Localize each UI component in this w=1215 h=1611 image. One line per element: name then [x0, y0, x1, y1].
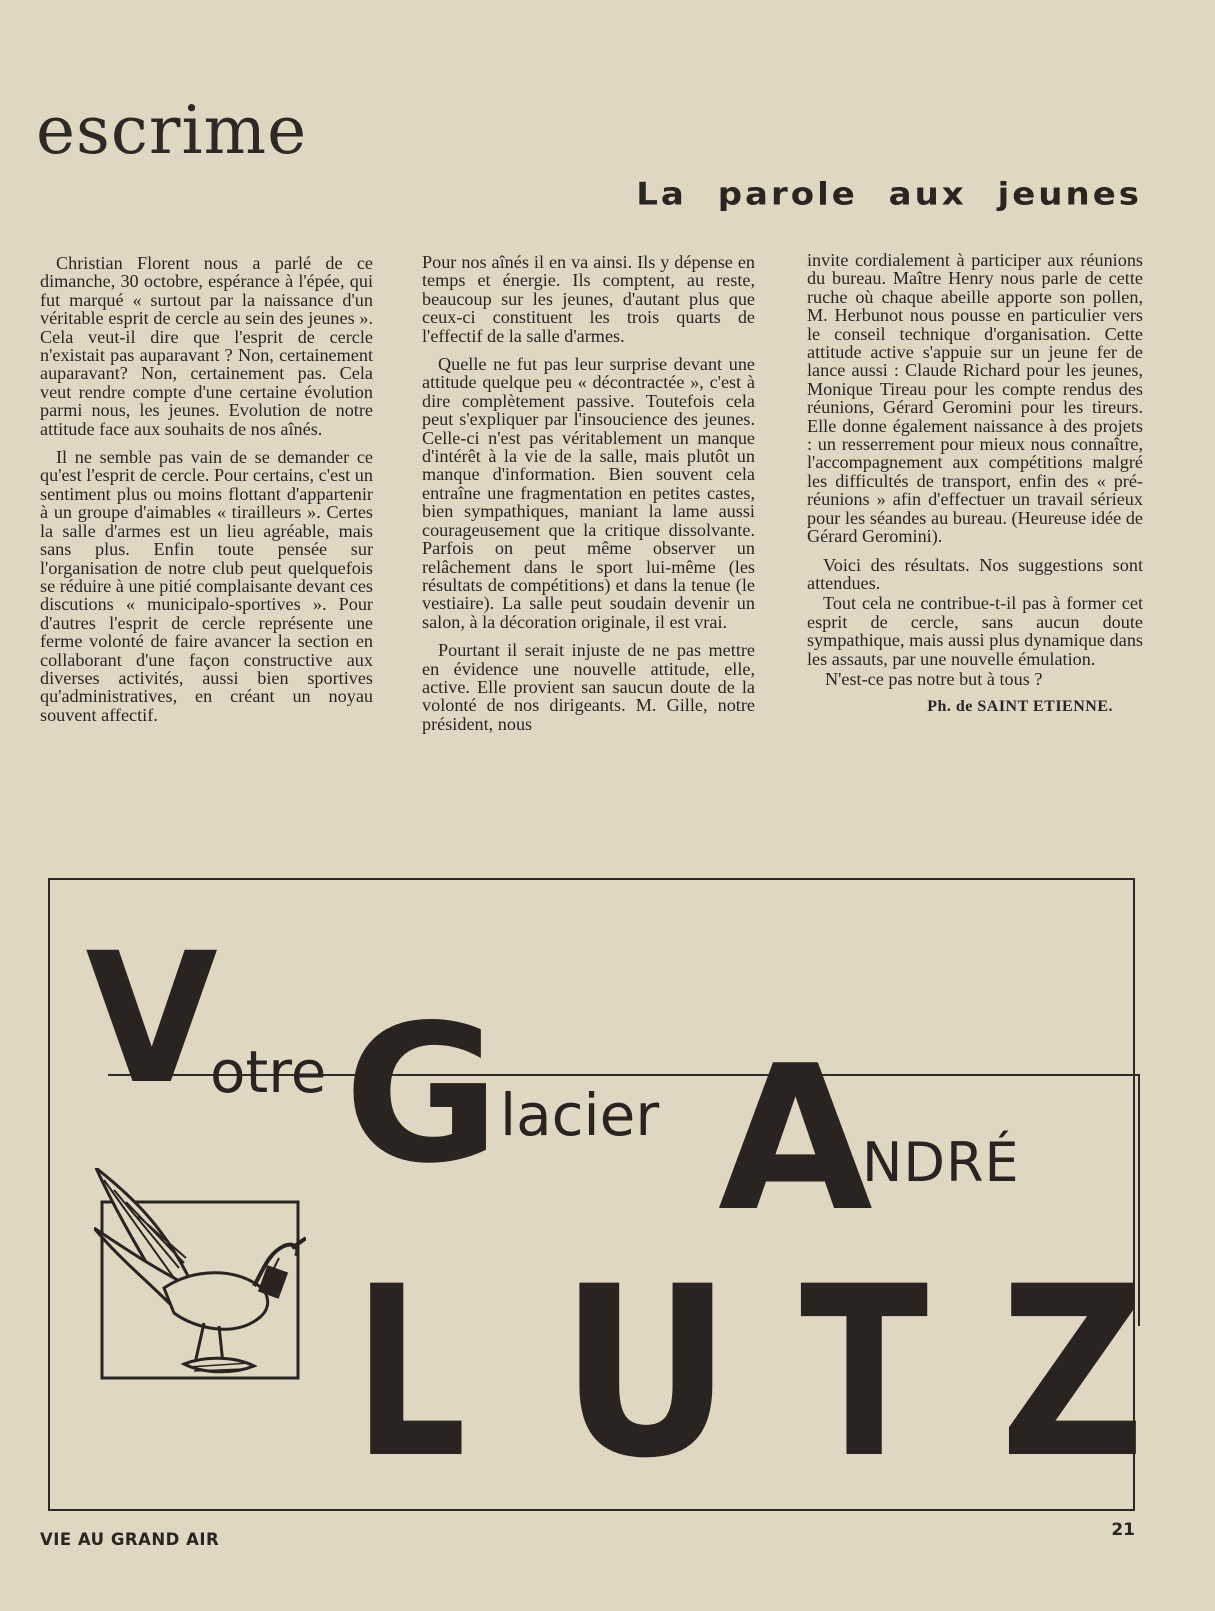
- article-column-3: [807, 251, 1143, 727]
- magazine-name: VIE AU GRAND AIR: [40, 1530, 220, 1549]
- ad-letter-g: G: [344, 984, 500, 1205]
- ad-lutz-letter: Z: [1000, 1237, 1145, 1510]
- author-signature: Ph. de SAINT ETIENNE.: [927, 698, 1113, 716]
- paragraph: N'est-ce pas notre but à tous ?: [825, 668, 1043, 689]
- paragraph: Tout cela ne contribue-t-il pas à former cet esprit de cercle, sans aucun doute sympathique, mais aussi plus dynamique dans les assauts, par une nouvelle émulation.: [807, 593, 1143, 669]
- ad-lutz-letter: U: [560, 1237, 732, 1510]
- article-column-2: [422, 253, 755, 743]
- ad-lutz-letter: L: [354, 1237, 467, 1510]
- paragraph: Voici des résultats. Nos suggestions sont attendues.: [807, 554, 1143, 593]
- ad-word-otre: otre: [210, 1038, 327, 1106]
- paragraph: Pour nos aînés il en va ainsi. Ils y dépense en temps et énergie. Ils comptent, au reste, beaucoup sur les jeunes, d'autant plus que ceux-ci constituent les trois quarts de l'effectif de la salle d'armes.: [422, 252, 755, 346]
- paragraph: Pourtant il serait injuste de ne pas mettre en évidence une nouvelle attitude, elle, active. Elle provient san saucun doute de la volonté de nos dirigeants. M. Gille, notre président, nous: [422, 640, 755, 734]
- paragraph: Il ne semble pas vain de se demander ce qu'est l'esprit de cercle. Pour certains, c'est un sentiment plus ou moins flottant d'appartenir à un groupe d'aimables « tirailleurs ». Certes la salle d'armes est un lieu agréable, mais sans plus. Enfin toute pensée sur l'organisation de notre club peut quelquefois se réduire à une pitié complaisante devant ces discutions « municipalo-sportives ». Pour d'autres l'esprit de cercle représente une ferme volonté de faire avancer la section en collaborant d'une façon constructive aux diverses activités, aussi bien sportives qu'administratives, en créant un noyau souvent affectif.: [40, 447, 373, 725]
- paragraph: Quelle ne fut pas leur surprise devant une attitude quelque peu « décontractée », c'est à dire complètement passive. Toutefois cela peut s'expliquer par l'insoucience des jeunes. Celle-ci n'est pas véritablement un manque d'intérêt à la vie de la salle, mais plutôt un manque d'information. Bien souvent cela entraîne une fragmentation en petites castes, bien sympathiques, maniant la lame aussi courageusement que la critique dissolvante. Parfois on peut même observer un relâchement dans le sport lui-même (les résultats de compétitions) et dans la tenue (le vestiaire). La salle peut soudain devenir un salon, à la décoration originale, il est vrai.: [422, 354, 755, 632]
- ad-letter-v: V: [85, 915, 218, 1124]
- ad-word-ndre: NDRÉ: [862, 1131, 1020, 1194]
- article-headline: La parole aux jeunes: [636, 176, 1142, 213]
- paragraph: invite cordialement à participer aux réunions du bureau. Maître Henry nous parle de cette ruche où chaque abeille apporte son pollen, M. Herbunot nous pousse en particulier vers le conseil technique d'organisation. Cette attitude active s'appuie sur un jeune fer de lance aussi : Claude Richard pour les jeunes, Monique Tireau pour les compte rendus des réunions, Gérard Geromini pour les tireurs. Elle donne également naissance à des projets : un resserrement pour mieux nous connaître, l'accompagnement aux compétitions malgré les difficultés de transport, enfin des « pré-réunions » afin d'effectuer un travail sérieux pour les séandes au bureau. (Heureuse idée de Gérard Geromini).: [807, 250, 1143, 547]
- paragraph: Christian Florent nous a parlé de ce dimanche, 30 octobre, espérance à l'épée, qui fut marqué « surtout par la naissance d'un véritable esprit de cercle au sein des jeunes ». Cela veut-il dire que l'esprit de cercle n'existait pas auparavant ? Non, certainement auparavant? Non, certainement pas. Cela veut rendre compte d'une certaine évolution parmi nous, les jeunes. Evolution de notre attitude face aux souhaits de nos aînés.: [40, 253, 373, 439]
- page-number: 21: [1111, 1520, 1135, 1540]
- section-title: escrime: [36, 92, 308, 169]
- ad-lutz-letter: T: [800, 1237, 929, 1510]
- article-column-1: [40, 254, 373, 734]
- ad-letter-a: A: [718, 1023, 873, 1256]
- stork-illustration-icon: [94, 1168, 306, 1386]
- ad-word-lacier: lacier: [500, 1081, 660, 1149]
